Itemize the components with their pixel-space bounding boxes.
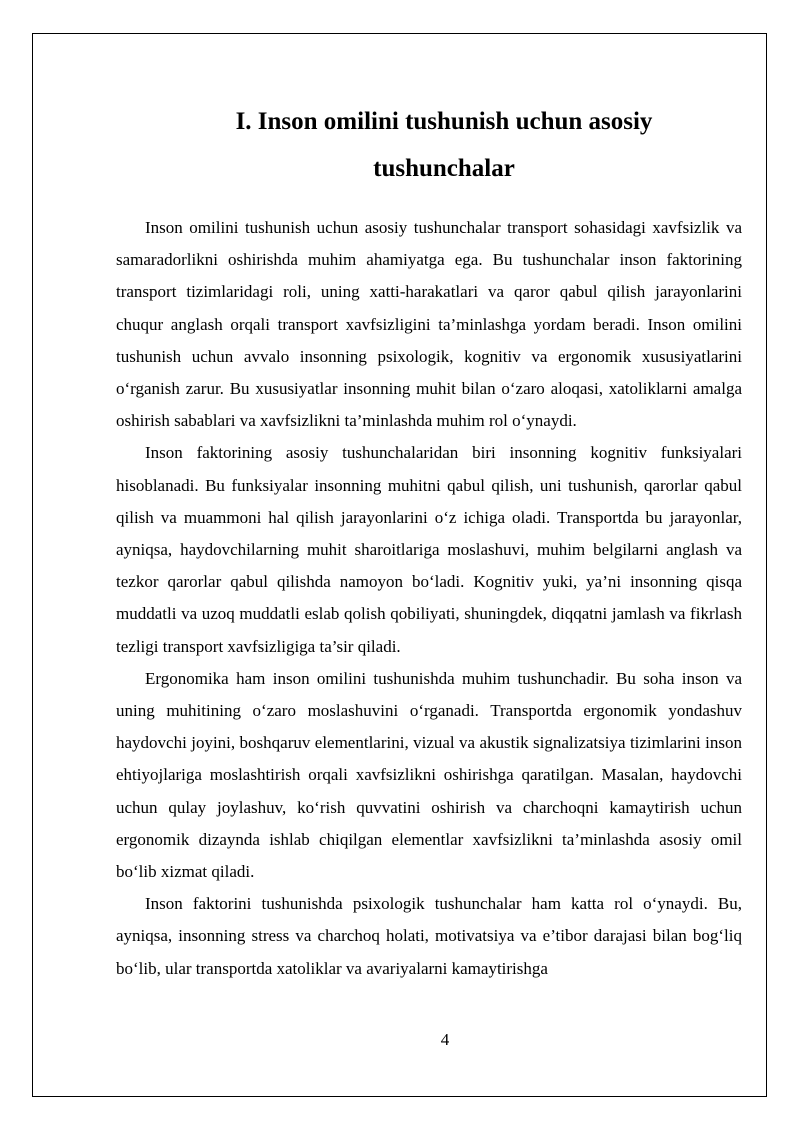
paragraph: Ergonomika ham inson omilini tushunishda muhim tushunchadir. Bu soha inson va uning muhitining o‘zaro moslashuvini o‘rganadi. Transportda ergonomik yondashuv haydovchi joyini, boshqaruv elementlarini, vizual va akustik signalizatsiya tizimlarini inson ehtiyojlariga moslashtirish orqali xavfsizlikni oshirishga qaratilgan. Masalan, haydovchi uchun qulay joylashuv, ko‘rish quvvatini oshirish va charchoqni kamaytirish uchun ergonomik dizaynda ishlab chiqilgan elementlar xavfsizlikni ta’minlashda asosiy omil bo‘lib xizmat qiladi. [116,668,742,882]
section-title-line-2: tushunchalar [373,155,515,182]
paragraph: Inson faktorini tushunishda psixologik tushunchalar ham katta rol o‘ynaydi. Bu, ayniqsa, insonning stress va charchoq holati, motivatsiya va e’tibor darajasi bilan bog‘liq bo‘lib, ular transportda xatoliklar va avariyalarni kamaytirishga [116,894,742,978]
page-number: 4 [440,1030,450,1049]
section-title [116,98,742,192]
body-text [116,212,742,985]
paragraph: Inson omilini tushunish uchun asosiy tushunchalar transport sohasidagi xavfsizlik va samaradorlikni oshirishda muhim ahamiyatga ega. Bu tushunchalar inson faktorining transport tizimlaridagi roli, uning xatti-harakatlari va qaror qabul qilish jarayonlarini chuqur anglash orqali transport xavfsizligini ta’minlashga yordam beradi. Inson omilini tushunish uchun avvalo insonning psixologik, kognitiv va ergonomik xususiyatlarini o‘rganish zarur. Bu xususiyatlar insonning muhit bilan o‘zaro aloqasi, xatoliklarni amalga oshirish sabablari va xavfsizlikni ta’minlashda muhim rol o‘ynaydi. [116,218,742,431]
paragraph: Inson faktorining asosiy tushunchalaridan biri insonning kognitiv funksiyalari hisoblanadi. Bu funksiyalar insonning muhitni qabul qilish, uni tushunish, qarorlar qabul qilish va muammoni hal qilish jarayonlarini o‘z ichiga oladi. Transportda bu jarayonlar, ayniqsa, haydovchilarning muhit sharoitlariga moslashuvi, muhim belgilarni anglash va tezkor qarorlar qabul qilishda namoyon bo‘ladi. Kognitiv yuki, ya’ni insonning qisqa muddatli va uzoq muddatli eslab qolish qobiliyati, shuningdek, diqqatni jamlash va fikrlash tezligi transport xavfsizligiga ta’sir qiladi. [116,443,742,656]
section-title-line-1: I. Inson omilini tushunish uchun asosiy [235,108,653,135]
page-content [116,98,742,985]
